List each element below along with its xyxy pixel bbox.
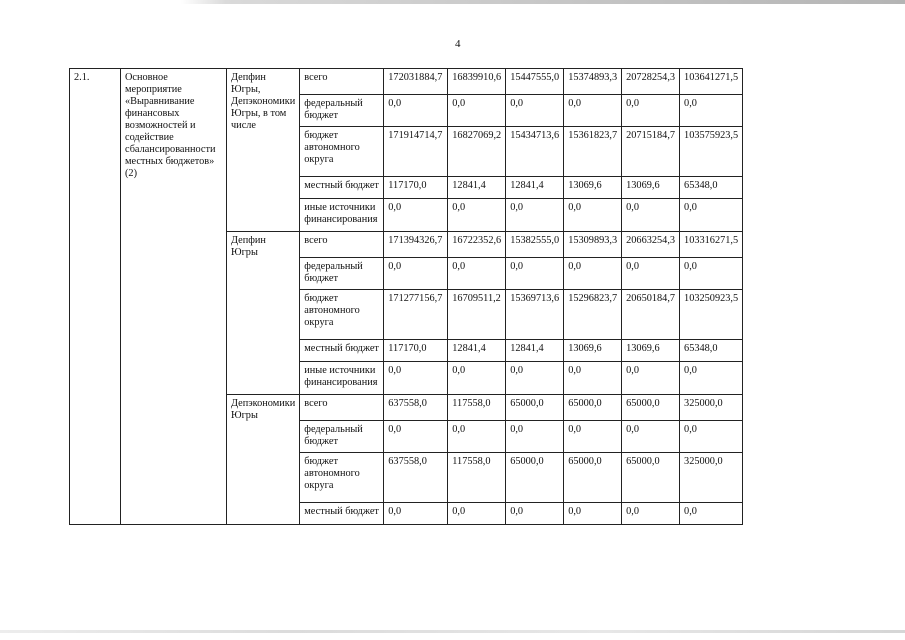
value-cell: 103575923,5 (680, 127, 743, 177)
value-cell: 12841,4 (448, 340, 506, 362)
value-cell: 0,0 (680, 95, 743, 127)
scan-edge-top (0, 0, 905, 4)
value-cell: 65000,0 (564, 453, 622, 503)
value-cell: 65000,0 (506, 395, 564, 421)
value-cell: 171914714,7 (384, 127, 448, 177)
value-cell: 16722352,6 (448, 232, 506, 258)
source-cell: федеральный бюджет (300, 421, 384, 453)
value-cell: 0,0 (680, 421, 743, 453)
value-cell: 0,0 (384, 199, 448, 232)
executor-cell: Депфин Югры, Депэкономики Югры, в том числе (227, 69, 300, 232)
executor-cell: Депэкономики Югры (227, 395, 300, 525)
scan-edge-bottom (0, 630, 905, 633)
value-cell: 325000,0 (680, 453, 743, 503)
value-cell: 0,0 (384, 421, 448, 453)
value-cell: 0,0 (622, 362, 680, 395)
value-cell: 0,0 (680, 199, 743, 232)
value-cell: 13069,6 (622, 177, 680, 199)
value-cell: 637558,0 (384, 453, 448, 503)
value-cell: 0,0 (448, 362, 506, 395)
value-cell: 117170,0 (384, 340, 448, 362)
value-cell: 15369713,6 (506, 290, 564, 340)
value-cell: 20715184,7 (622, 127, 680, 177)
value-cell: 0,0 (384, 362, 448, 395)
value-cell: 13069,6 (622, 340, 680, 362)
value-cell: 65000,0 (622, 453, 680, 503)
value-cell: 0,0 (622, 199, 680, 232)
source-cell: бюджет автономного округа (300, 290, 384, 340)
value-cell: 0,0 (564, 95, 622, 127)
value-cell: 13069,6 (564, 177, 622, 199)
value-cell: 15374893,3 (564, 69, 622, 95)
value-cell: 15447555,0 (506, 69, 564, 95)
value-cell: 0,0 (384, 95, 448, 127)
value-cell: 13069,6 (564, 340, 622, 362)
value-cell: 16827069,2 (448, 127, 506, 177)
value-cell: 103250923,5 (680, 290, 743, 340)
value-cell: 0,0 (448, 95, 506, 127)
value-cell: 0,0 (506, 503, 564, 525)
value-cell: 0,0 (384, 258, 448, 290)
source-cell: федеральный бюджет (300, 95, 384, 127)
value-cell: 65348,0 (680, 177, 743, 199)
value-cell: 65000,0 (622, 395, 680, 421)
value-cell: 0,0 (622, 258, 680, 290)
value-cell: 0,0 (506, 258, 564, 290)
source-cell: бюджет автономного округа (300, 453, 384, 503)
value-cell: 117558,0 (448, 453, 506, 503)
value-cell: 12841,4 (506, 177, 564, 199)
source-cell: бюджет автономного округа (300, 127, 384, 177)
value-cell: 15361823,7 (564, 127, 622, 177)
value-cell: 20650184,7 (622, 290, 680, 340)
value-cell: 15296823,7 (564, 290, 622, 340)
budget-table (69, 68, 743, 525)
source-cell: иные источники финансирования (300, 199, 384, 232)
source-cell: местный бюджет (300, 177, 384, 199)
value-cell: 0,0 (564, 199, 622, 232)
value-cell: 0,0 (448, 503, 506, 525)
value-cell: 0,0 (448, 258, 506, 290)
value-cell: 15309893,3 (564, 232, 622, 258)
value-cell: 0,0 (680, 362, 743, 395)
source-cell: федеральный бюджет (300, 258, 384, 290)
page-number: 4 (455, 38, 461, 50)
value-cell: 12841,4 (506, 340, 564, 362)
value-cell: 103316271,5 (680, 232, 743, 258)
value-cell: 0,0 (506, 421, 564, 453)
value-cell: 0,0 (622, 421, 680, 453)
value-cell: 171394326,7 (384, 232, 448, 258)
value-cell: 0,0 (564, 258, 622, 290)
value-cell: 15382555,0 (506, 232, 564, 258)
value-cell: 117558,0 (448, 395, 506, 421)
value-cell: 637558,0 (384, 395, 448, 421)
value-cell: 0,0 (680, 503, 743, 525)
value-cell: 16839910,6 (448, 69, 506, 95)
source-cell: всего (300, 69, 384, 95)
value-cell: 15434713,6 (506, 127, 564, 177)
value-cell: 20663254,3 (622, 232, 680, 258)
value-cell: 0,0 (564, 421, 622, 453)
value-cell: 16709511,2 (448, 290, 506, 340)
value-cell: 0,0 (448, 199, 506, 232)
row-number: 2.1. (70, 69, 121, 525)
value-cell: 0,0 (564, 362, 622, 395)
source-cell: всего (300, 232, 384, 258)
value-cell: 172031884,7 (384, 69, 448, 95)
value-cell: 65000,0 (564, 395, 622, 421)
value-cell: 0,0 (448, 421, 506, 453)
value-cell: 0,0 (506, 199, 564, 232)
value-cell: 0,0 (622, 503, 680, 525)
value-cell: 20728254,3 (622, 69, 680, 95)
source-cell: иные источники финансирования (300, 362, 384, 395)
source-cell: местный бюджет (300, 503, 384, 525)
value-cell: 171277156,7 (384, 290, 448, 340)
value-cell: 0,0 (564, 503, 622, 525)
source-cell: местный бюджет (300, 340, 384, 362)
value-cell: 65348,0 (680, 340, 743, 362)
value-cell: 325000,0 (680, 395, 743, 421)
value-cell: 0,0 (680, 258, 743, 290)
table-row (70, 69, 743, 95)
value-cell: 12841,4 (448, 177, 506, 199)
value-cell: 65000,0 (506, 453, 564, 503)
value-cell: 0,0 (506, 95, 564, 127)
value-cell: 0,0 (622, 95, 680, 127)
source-cell: всего (300, 395, 384, 421)
value-cell: 117170,0 (384, 177, 448, 199)
value-cell: 103641271,5 (680, 69, 743, 95)
value-cell: 0,0 (384, 503, 448, 525)
value-cell: 0,0 (506, 362, 564, 395)
measure-name: Основное мероприятие «Выравнивание финансовых возможностей и содействие сбалансированности местных бюджетов» (2) (121, 69, 227, 525)
executor-cell: Депфин Югры (227, 232, 300, 395)
